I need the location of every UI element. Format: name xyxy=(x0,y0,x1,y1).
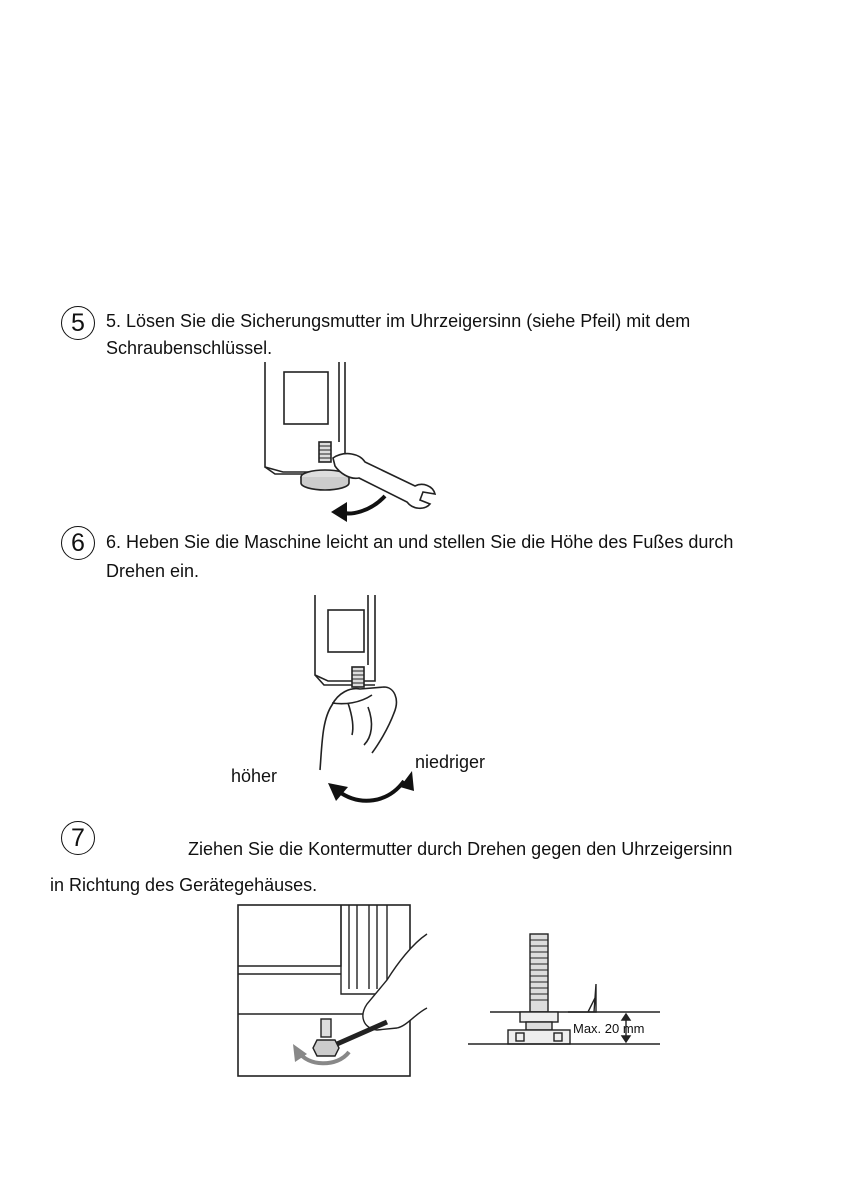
step-7-text-line-1: Ziehen Sie die Kontermutter durch Drehen gegen den Uhrzeigersinn xyxy=(188,839,733,859)
label-lower: niedriger xyxy=(415,752,486,772)
step-7-text-line-2: in Richtung des Gerätegehäuses. xyxy=(50,875,318,895)
dimension-label: Max. 20 mm xyxy=(573,1021,645,1036)
label-higher: höher xyxy=(231,766,278,786)
step-5-number: 5 xyxy=(61,306,95,340)
step-5-illustration xyxy=(255,362,445,522)
step-6-text-line-1: 6. Heben Sie die Maschine leicht an und stellen Sie die Höhe des Fußes durch xyxy=(106,532,734,552)
step-6-text-line-2: Drehen ein. xyxy=(106,561,200,581)
step-5-text-line-2: Schraubenschlüssel. xyxy=(106,338,273,358)
step-7-illustration-right xyxy=(468,928,668,1078)
step-6-illustration xyxy=(260,595,440,810)
step-6-number: 6 xyxy=(61,526,95,560)
step-7-illustration-left xyxy=(237,904,411,1077)
step-7-number: 7 xyxy=(61,821,95,855)
step-5-text-line-1: 5. Lösen Sie die Sicherungsmutter im Uhrzeigersinn (siehe Pfeil) mit dem xyxy=(106,311,691,331)
